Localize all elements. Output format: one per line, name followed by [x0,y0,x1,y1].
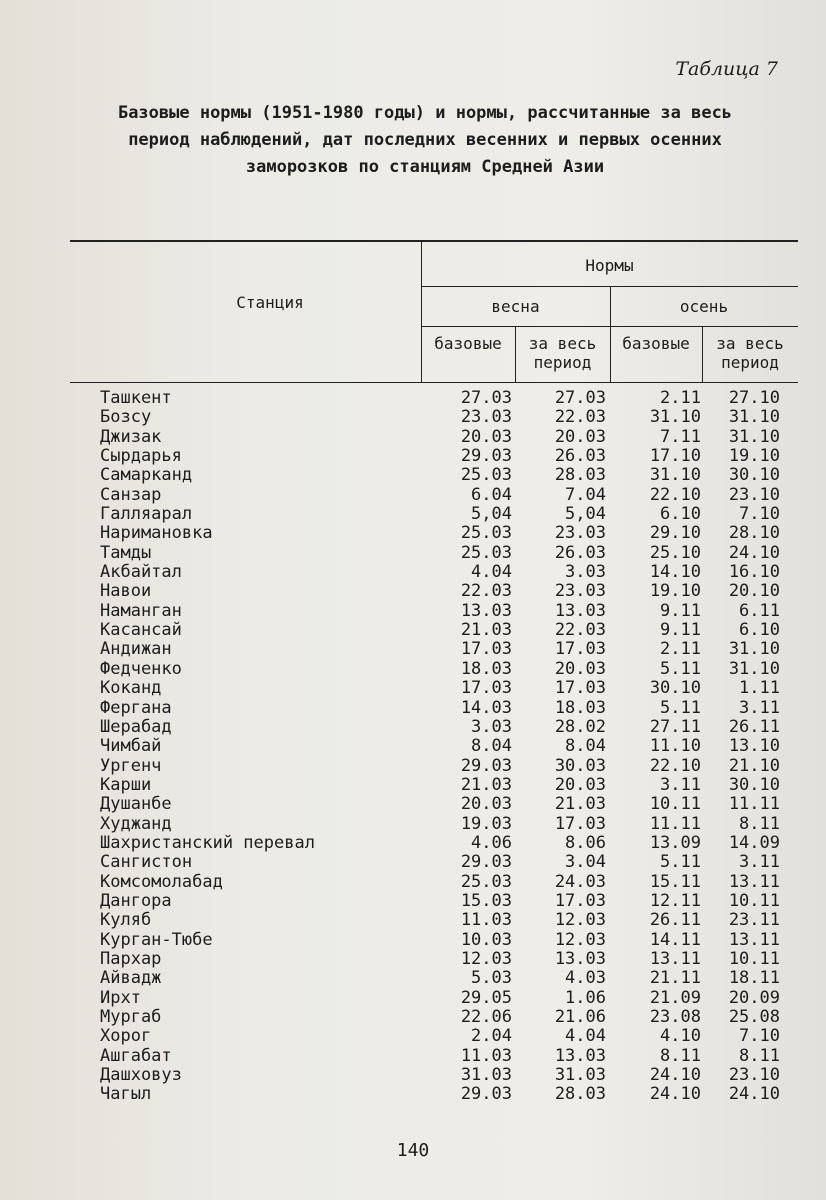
autumn-whole-period-cell: 30.10 [728,774,780,795]
autumn-base-cell: 5.11 [660,658,701,679]
station-name-cell: Ашгабат [100,1045,172,1066]
spring-whole-period-cell: 13.03 [554,1045,606,1066]
spring-base-cell: 10.03 [460,929,512,950]
table-row [0,679,826,698]
autumn-base-cell: 13.09 [649,832,701,853]
station-name-cell: Федченко [100,658,182,679]
station-name-cell: Душанбе [100,794,172,815]
autumn-whole-period-cell: 23.10 [728,484,780,505]
autumn-whole-period-cell: 18.11 [728,968,780,989]
header-line: за весь [716,334,784,353]
station-name-cell: Мургаб [100,1007,162,1027]
autumn-base-cell: 29.10 [649,523,701,544]
autumn-base-cell: 9.11 [660,620,701,641]
station-name-cell: Дангора [100,890,172,911]
spring-base-cell: 25.03 [460,542,512,563]
spring-base-cell: 29.03 [460,1084,512,1105]
spring-whole-period-cell: 18.03 [554,697,606,718]
spring-whole-period-cell: 23.03 [554,523,606,544]
spring-whole-period-cell: 28.03 [554,1084,606,1105]
station-name-cell: Самарканд [100,465,193,486]
autumn-whole-period-cell: 31.10 [728,658,780,679]
autumn-whole-period-cell: 10.11 [728,890,780,911]
autumn-whole-period-cell: 26.11 [728,716,780,737]
autumn-base-cell: 21.09 [649,987,701,1008]
autumn-base-cell: 23.08 [649,1007,701,1027]
station-name-cell: Бозсу [100,407,152,428]
table-row [0,505,826,524]
table-row [0,563,826,582]
spring-whole-period-cell: 20.03 [554,774,606,795]
spring-base-cell: 20.03 [460,426,512,447]
page-number: 140 [396,1140,430,1161]
autumn-base-cell: 24.10 [649,1065,701,1086]
station-name-cell: Комсомолабад [100,871,223,892]
spring-whole-period-cell: 17.03 [554,890,606,911]
spring-whole-period-cell: 12.03 [554,929,606,950]
spring-base-cell: 23.03 [460,407,512,428]
autumn-base-cell: 21.11 [649,968,701,989]
autumn-whole-period-cell: 19.10 [728,446,780,467]
table-top-rule [70,240,798,242]
table-row [0,699,826,718]
autumn-base-cell: 17.10 [649,446,701,467]
spring-base-cell: 5.03 [471,968,512,989]
autumn-whole-period-cell: 7.10 [739,504,780,525]
spring-base-cell: 21.03 [460,774,512,795]
table-row [0,911,826,930]
table-row [0,853,826,872]
autumn-base-cell: 10.11 [649,794,701,815]
station-name-cell: Тамды [100,542,152,563]
spring-base-cell: 29.03 [460,755,512,776]
autumn-whole-period-cell: 28.10 [728,523,780,544]
spring-base-cell: 13.03 [460,600,512,621]
autumn-whole-period-cell: 20.10 [728,581,780,602]
station-name-cell: Пархар [100,948,162,969]
autumn-base-cell: 26.11 [649,910,701,931]
spring-base-cell: 17.03 [460,678,512,699]
header-line: период [533,353,592,372]
spring-base-cell: 29.05 [460,987,512,1008]
table-number-label: Таблица 7 [675,58,778,80]
table-title [60,100,790,181]
autumn-whole-period-cell: 24.10 [728,1084,780,1105]
norms-header: Нормы [585,256,634,275]
autumn-whole-period-cell: 24.10 [728,542,780,563]
spring-base-cell: 15.03 [460,890,512,911]
autumn-whole-period-cell: 27.10 [728,388,780,408]
autumn-base-cell: 15.11 [649,871,701,892]
table-row [0,989,826,1008]
station-name-cell: Худжанд [100,813,172,834]
spring-whole-period-cell: 20.03 [554,426,606,447]
station-name-cell: Андижан [100,639,172,660]
table-body [0,389,826,1105]
spring-base-cell: 22.06 [460,1007,512,1027]
autumn-base-cell: 22.10 [649,484,701,505]
spring-base-cell: 22.03 [460,581,512,602]
spring-whole-period-cell: 5,04 [565,504,606,525]
station-name-cell: Чимбай [100,736,162,757]
spring-whole-period-cell: 17.03 [554,639,606,660]
table-row [0,795,826,814]
autumn-base-header: базовые [622,334,690,353]
table-row [0,969,826,988]
station-name-cell: Сангистон [100,852,193,873]
spring-base-cell: 21.03 [460,620,512,641]
autumn-whole-period-cell: 8.11 [739,813,780,834]
autumn-whole-period-cell: 23.10 [728,1065,780,1086]
autumn-whole-period-cell: 23.11 [728,910,780,931]
station-name-cell: Санзар [100,484,162,505]
table-row [0,718,826,737]
autumn-whole-period-cell: 13.11 [728,871,780,892]
spring-whole-period-cell: 26.03 [554,542,606,563]
spring-whole-period-cell: 20.03 [554,658,606,679]
table-row [0,1027,826,1046]
table-row [0,892,826,911]
station-name-cell: Фергана [100,697,172,718]
autumn-whole-period-header [702,334,798,372]
table-row [0,408,826,427]
spring-base-cell: 17.03 [460,639,512,660]
autumn-whole-period-cell: 3.11 [739,697,780,718]
spring-base-cell: 19.03 [460,813,512,834]
spring-whole-period-cell: 31.03 [554,1065,606,1086]
autumn-base-cell: 24.10 [649,1084,701,1105]
spring-base-cell: 18.03 [460,658,512,679]
table-row [0,873,826,892]
table-row [0,1066,826,1085]
table-row [0,524,826,543]
autumn-base-cell: 12.11 [649,890,701,911]
station-name-cell: Коканд [100,678,162,699]
spring-base-cell: 11.03 [460,910,512,931]
spring-whole-period-cell: 30.03 [554,755,606,776]
spring-whole-period-cell: 3.04 [565,852,606,873]
station-name-cell: Куляб [100,910,152,931]
autumn-whole-period-cell: 20.09 [728,987,780,1008]
autumn-base-cell: 5.11 [660,852,701,873]
autumn-base-cell: 4.10 [660,1026,701,1047]
autumn-header: осень [679,297,729,316]
table-row [0,950,826,969]
station-header: Станция [236,293,304,312]
spring-base-cell: 14.03 [460,697,512,718]
table-title-line: Базовые нормы (1951-1980 годы) и нормы, рассчитанные за весь [117,103,733,123]
spring-base-cell: 6.04 [471,484,512,505]
station-name-cell: Акбайтал [100,562,182,583]
autumn-whole-period-cell: 1.11 [739,678,780,699]
table-title-line: период наблюдений, дат последних весенних и первых осенних [128,130,722,150]
autumn-base-cell: 25.10 [649,542,701,563]
autumn-base-cell: 14.11 [649,929,701,950]
spring-whole-period-cell: 28.03 [554,465,606,486]
spring-whole-period-cell: 7.04 [565,484,606,505]
table-row [0,931,826,950]
spring-base-cell: 3.03 [471,716,512,737]
spring-base-cell: 25.03 [460,523,512,544]
station-name-cell: Джизак [100,426,162,447]
autumn-whole-period-cell: 7.10 [739,1026,780,1047]
spring-whole-period-cell: 28.02 [554,716,606,737]
station-name-cell: Наримановка [100,523,213,544]
station-name-cell: Дашховуз [100,1065,182,1086]
autumn-base-cell: 30.10 [649,678,701,699]
station-name-cell: Ургенч [100,755,162,776]
header-line: за весь [528,334,597,353]
autumn-whole-period-cell: 16.10 [728,562,780,583]
spring-whole-period-cell: 13.03 [554,600,606,621]
spring-base-cell: 29.03 [460,852,512,873]
spring-whole-period-header [515,334,610,372]
spring-whole-period-cell: 22.03 [554,407,606,428]
spring-whole-period-cell: 23.03 [554,581,606,602]
spring-whole-period-cell: 24.03 [554,871,606,892]
spring-base-cell: 25.03 [460,871,512,892]
spring-base-cell: 27.03 [460,388,512,408]
spring-whole-period-cell: 12.03 [554,910,606,931]
autumn-base-cell: 11.10 [649,736,701,757]
autumn-base-cell: 7.11 [660,426,701,447]
station-name-cell: Шерабад [100,716,172,737]
table-row [0,582,826,601]
autumn-whole-period-cell: 11.11 [728,794,780,815]
station-name-cell: Чагыл [100,1084,152,1105]
table-row [0,757,826,776]
table-row [0,737,826,756]
spring-base-header: базовые [434,334,502,353]
autumn-base-cell: 31.10 [649,407,701,428]
autumn-whole-period-cell: 8.11 [739,1045,780,1066]
spring-base-cell: 4.06 [471,832,512,853]
autumn-whole-period-cell: 14.09 [728,832,780,853]
spring-base-cell: 20.03 [460,794,512,815]
autumn-whole-period-cell: 25.08 [728,1007,780,1027]
spring-base-cell: 8.04 [471,736,512,757]
autumn-whole-period-cell: 13.10 [728,736,780,757]
spring-whole-period-cell: 17.03 [554,813,606,834]
autumn-whole-period-cell: 30.10 [728,465,780,486]
spring-whole-period-cell: 3.03 [565,562,606,583]
station-name-cell: Хорог [100,1026,152,1047]
spring-whole-period-cell: 13.03 [554,948,606,969]
station-name-cell: Ташкент [100,388,172,408]
autumn-base-cell: 5.11 [660,697,701,718]
table-title-line: заморозков по станциям Средней Азии [245,157,605,177]
spring-base-cell: 4.04 [471,562,512,583]
autumn-whole-period-cell: 13.11 [728,929,780,950]
spring-whole-period-cell: 8.06 [565,832,606,853]
spring-whole-period-cell: 21.03 [554,794,606,815]
spring-whole-period-cell: 22.03 [554,620,606,641]
spring-header: весна [491,297,540,316]
spring-whole-period-cell: 21.06 [554,1007,606,1027]
autumn-whole-period-cell: 31.10 [728,426,780,447]
spring-whole-period-cell: 26.03 [554,446,606,467]
autumn-whole-period-cell: 6.11 [739,600,780,621]
station-name-cell: Наманган [100,600,182,621]
station-name-cell: Курган-Тюбе [100,929,213,950]
header-line: период [721,353,779,372]
station-name-cell: Галляарал [100,504,193,525]
table-row [0,776,826,795]
header-bottom-rule [70,382,798,383]
spring-whole-period-cell: 4.04 [565,1026,606,1047]
autumn-base-cell: 14.10 [649,562,701,583]
autumn-base-cell: 6.10 [660,504,701,525]
table-row [0,447,826,466]
spring-whole-period-cell: 8.04 [565,736,606,757]
table-row [0,1008,826,1027]
autumn-base-cell: 19.10 [649,581,701,602]
table-row [0,486,826,505]
autumn-base-cell: 2.11 [660,388,701,408]
table-row [0,389,826,408]
autumn-whole-period-cell: 31.10 [728,407,780,428]
table-row [0,621,826,640]
spring-base-cell: 25.03 [460,465,512,486]
station-name-cell: Касансай [100,620,182,641]
spring-base-cell: 5,04 [471,504,512,525]
spring-whole-period-cell: 27.03 [554,388,606,408]
station-name-cell: Сырдарья [100,446,182,467]
autumn-base-cell: 13.11 [649,948,701,969]
autumn-whole-period-cell: 31.10 [728,639,780,660]
spring-whole-period-cell: 4.03 [565,968,606,989]
table-row [0,602,826,621]
station-name-cell: Айвадж [100,968,162,989]
spring-base-cell: 12.03 [460,948,512,969]
spring-whole-period-cell: 17.03 [554,678,606,699]
spring-base-cell: 11.03 [460,1045,512,1066]
table-row [0,660,826,679]
spring-whole-period-cell: 1.06 [565,987,606,1008]
autumn-whole-period-cell: 21.10 [728,755,780,776]
station-name-cell: Шахристанский перевал [100,832,315,853]
table-row [0,466,826,485]
table-row [0,834,826,853]
table-row [0,1047,826,1066]
autumn-base-cell: 22.10 [649,755,701,776]
table-row [0,815,826,834]
station-name-cell: Навои [100,581,152,602]
autumn-base-cell: 11.11 [649,813,701,834]
station-name-cell: Карши [100,774,152,795]
autumn-base-cell: 31.10 [649,465,701,486]
table-row [0,544,826,563]
autumn-base-cell: 3.11 [660,774,701,795]
autumn-base-cell: 9.11 [660,600,701,621]
autumn-whole-period-cell: 10.11 [728,948,780,969]
autumn-whole-period-cell: 3.11 [739,852,780,873]
autumn-base-cell: 8.11 [660,1045,701,1066]
table-row [0,1085,826,1104]
table-row [0,428,826,447]
spring-base-cell: 29.03 [460,446,512,467]
station-name-cell: Ирхт [100,987,141,1008]
autumn-base-cell: 2.11 [660,639,701,660]
autumn-whole-period-cell: 6.10 [739,620,780,641]
spring-base-cell: 31.03 [460,1065,512,1086]
table-row [0,640,826,659]
autumn-base-cell: 27.11 [649,716,701,737]
spring-base-cell: 2.04 [471,1026,512,1047]
